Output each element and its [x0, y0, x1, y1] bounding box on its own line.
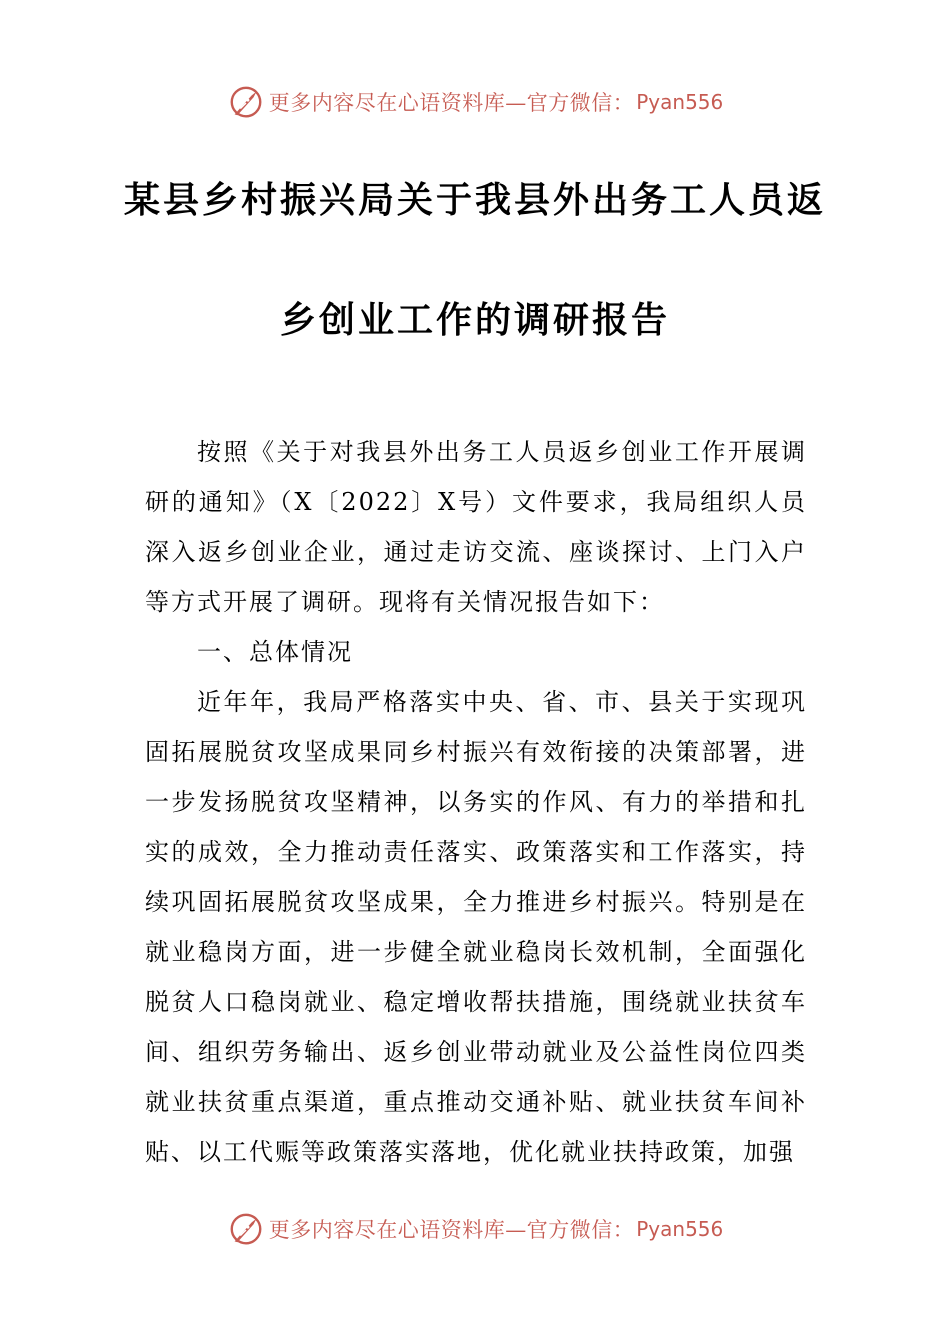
intro-paragraph: 按照《关于对我县外出务工人员返乡创业工作开展调研的通知》（X〔2022〕X号）文件要求，我局组织人员深入返乡创业企业，通过走访交流、座谈探讨、上门入户等方式开展了调研。现将有关情况报告如下： [145, 438, 807, 616]
pen-nib-logo-icon [227, 1210, 265, 1248]
document-body [145, 427, 807, 1177]
body-paragraph: 近年年，我局严格落实中央、省、市、县关于实现巩固拓展脱贫攻坚成果同乡村振兴有效衔接的决策部署，进一步发扬脱贫攻坚精神，以务实的作风、有力的举措和扎实的成效，全力推动责任落实、政策落实和工作落实，持续巩固拓展脱贫攻坚成果，全力推进乡村振兴。特别是在就业稳岗方面，进一步健全就业稳岗长效机制，全面强化脱贫人口稳岗就业、稳定增收帮扶措施，围绕就业扶贫车间、组织劳务输出、返乡创业带动就业及公益性岗位四类就业扶贫重点渠道，重点推动交通补贴、就业扶贫车间补贴、以工代赈等政策落实落地，优化就业扶持政策，加强 [145, 688, 807, 1166]
watermark-wechat-id: Pyan556 [636, 90, 724, 114]
watermark-wechat-id: Pyan556 [636, 1217, 724, 1241]
watermark-banner-bottom [0, 1209, 950, 1249]
document-title-line1: 某县乡村振兴局关于我县外出务工人员返 [123, 180, 826, 221]
watermark-text: 更多内容尽在心语资料库—官方微信： [268, 91, 635, 115]
document-title-line2: 乡创业工作的调研报告 [279, 300, 670, 341]
watermark-text: 更多内容尽在心语资料库—官方微信： [268, 1218, 635, 1242]
pen-nib-logo-icon [227, 83, 265, 121]
watermark-banner-top [0, 82, 950, 122]
section-heading: 一、总体情况 [197, 638, 353, 666]
